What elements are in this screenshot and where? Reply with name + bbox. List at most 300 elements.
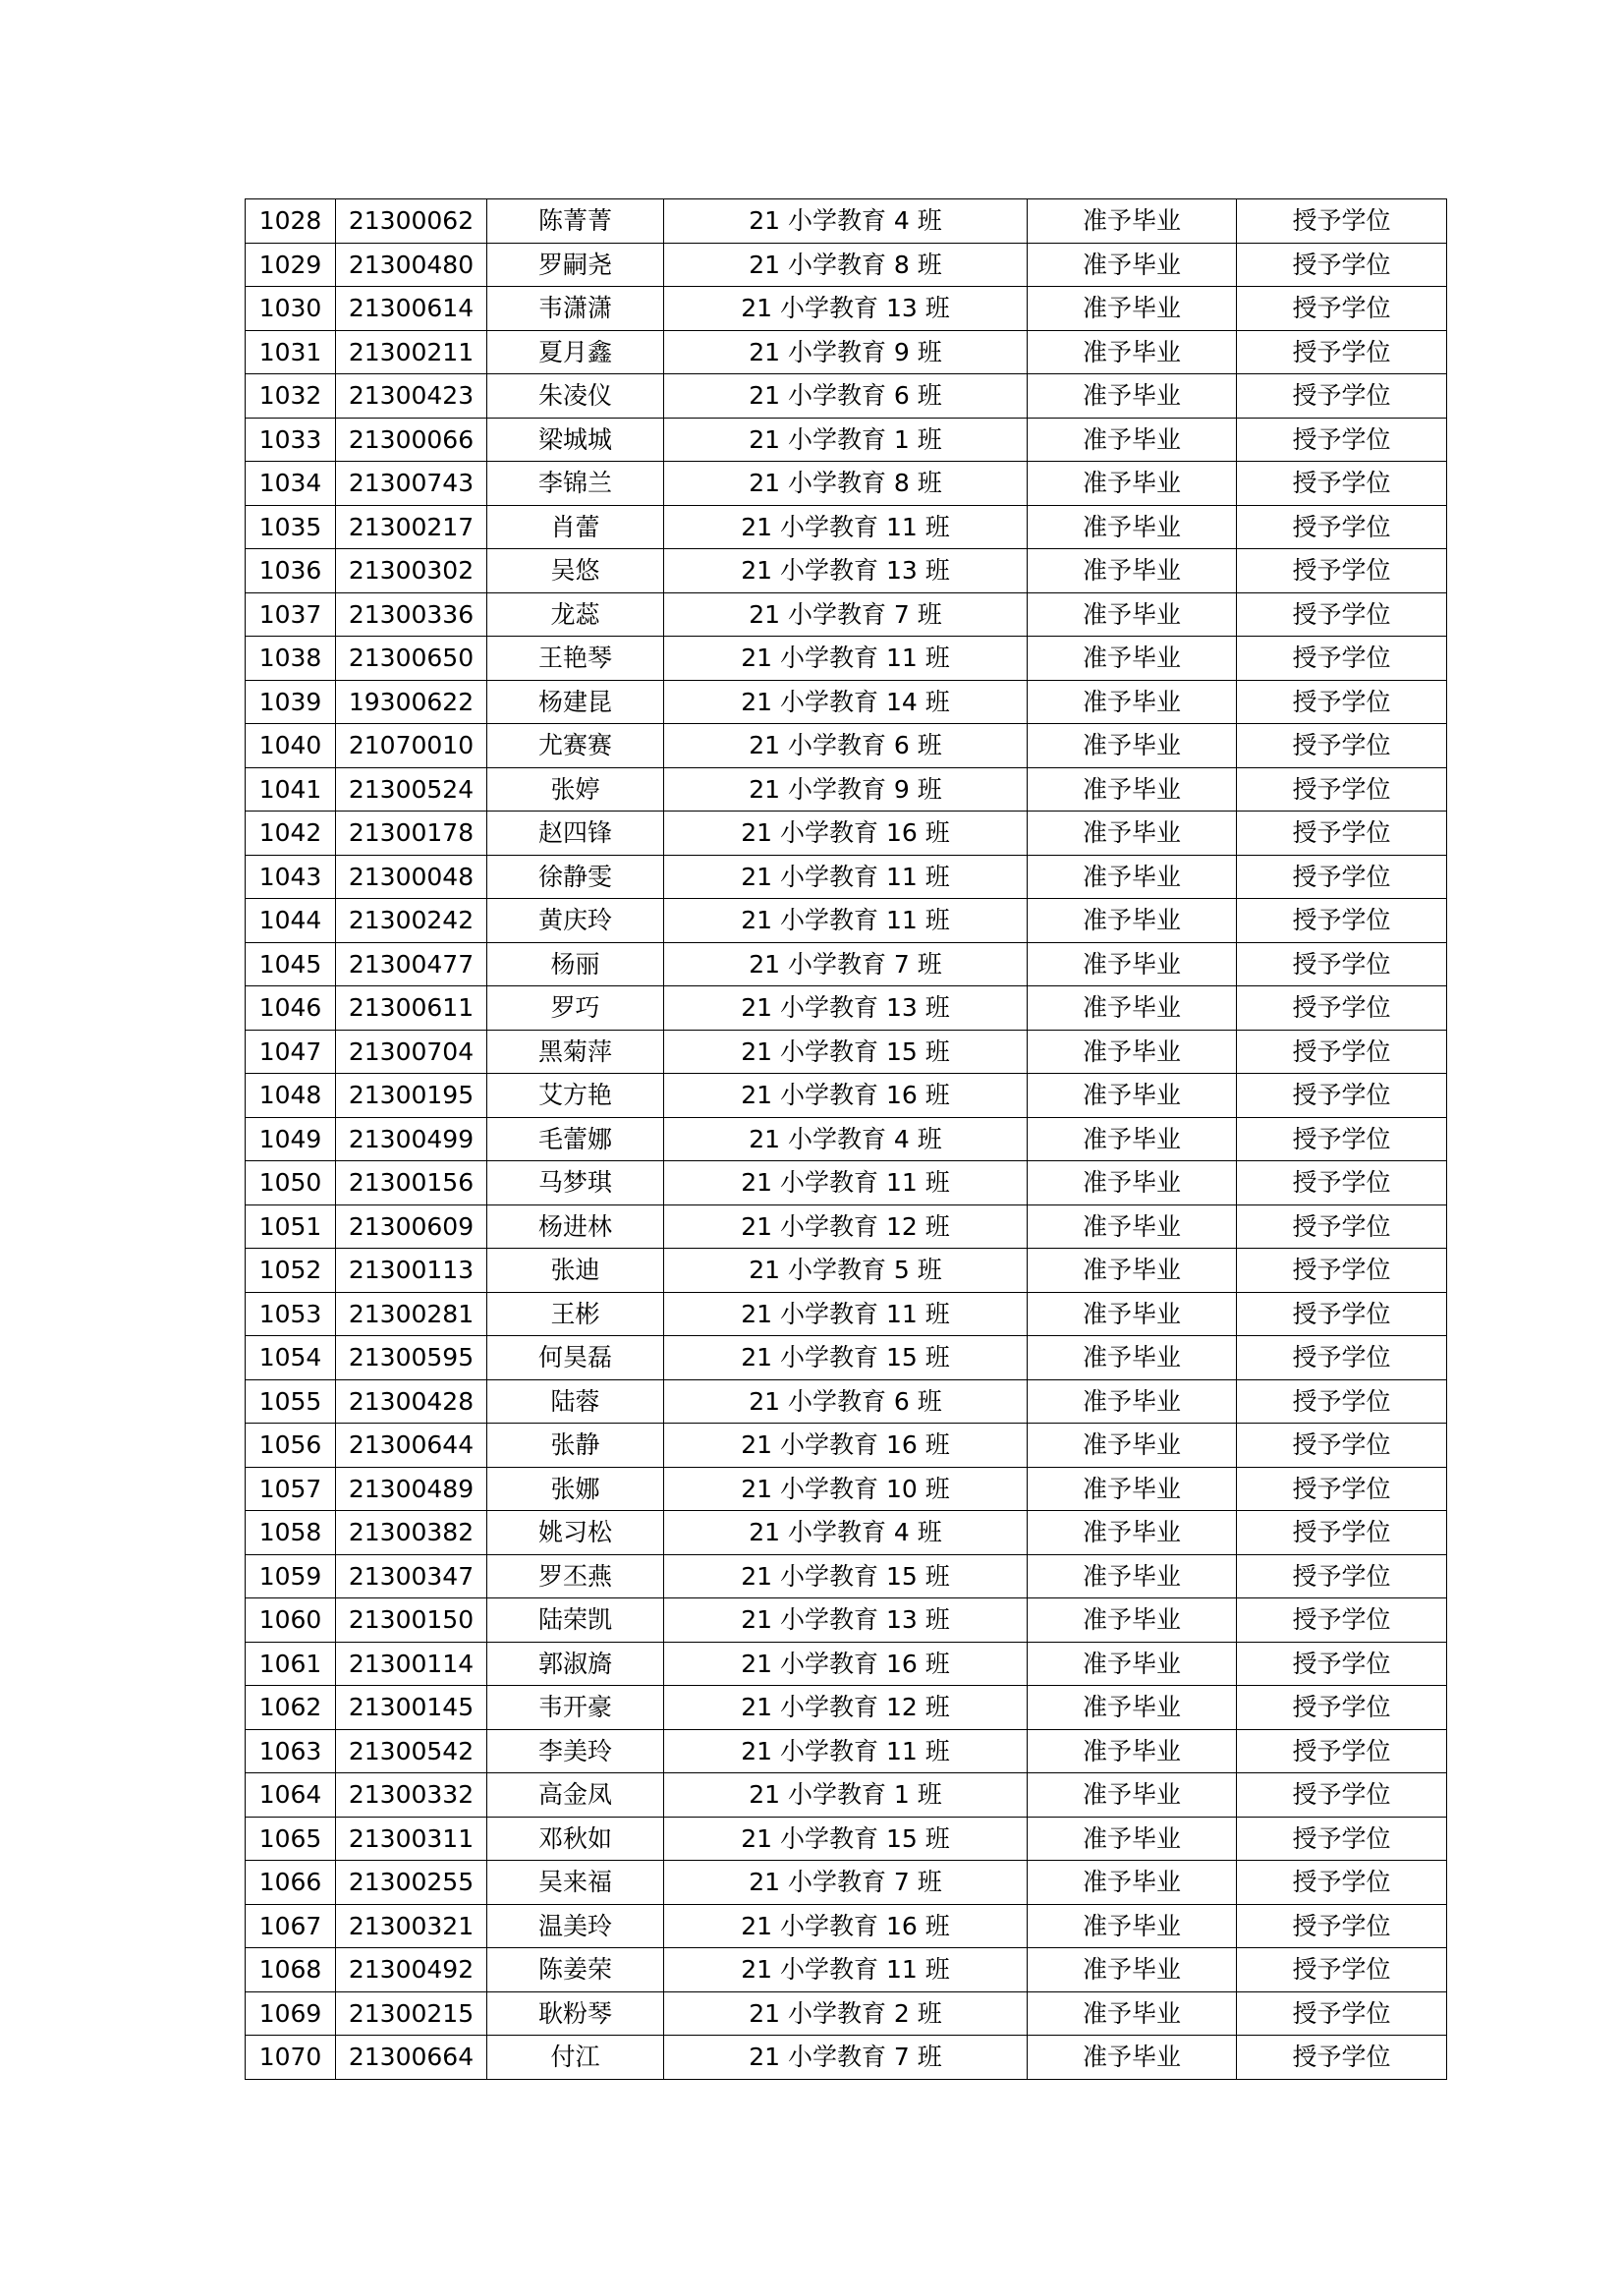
degree-status-cell: 授予学位 xyxy=(1237,462,1447,506)
table-row xyxy=(246,986,1447,1031)
serial-number-cell: 1050 xyxy=(246,1161,336,1205)
table-row xyxy=(246,1686,1447,1730)
table-row xyxy=(246,1948,1447,1992)
class-name-cell: 21 小学教育 7 班 xyxy=(664,2036,1028,2080)
degree-status-cell: 授予学位 xyxy=(1237,812,1447,856)
graduation-status-cell: 准予毕业 xyxy=(1028,1598,1237,1643)
table-row xyxy=(246,1336,1447,1380)
student-name-cell: 王艳琴 xyxy=(487,637,664,681)
degree-status-cell: 授予学位 xyxy=(1237,243,1447,287)
student-name-cell: 罗嗣尧 xyxy=(487,243,664,287)
graduation-status-cell: 准予毕业 xyxy=(1028,1204,1237,1249)
serial-number-cell: 1057 xyxy=(246,1467,336,1511)
table-row xyxy=(246,942,1447,986)
graduation-status-cell: 准予毕业 xyxy=(1028,986,1237,1031)
serial-number-cell: 1061 xyxy=(246,1642,336,1686)
student-id-cell: 21300211 xyxy=(336,330,487,374)
table-row xyxy=(246,418,1447,462)
class-name-cell: 21 小学教育 4 班 xyxy=(664,199,1028,244)
degree-status-cell: 授予学位 xyxy=(1237,1467,1447,1511)
graduation-status-cell: 准予毕业 xyxy=(1028,899,1237,943)
table-row xyxy=(246,1467,1447,1511)
student-name-cell: 陆荣凯 xyxy=(487,1598,664,1643)
student-name-cell: 张静 xyxy=(487,1424,664,1468)
student-id-cell: 21300595 xyxy=(336,1336,487,1380)
class-name-cell: 21 小学教育 16 班 xyxy=(664,812,1028,856)
table-row xyxy=(246,1117,1447,1161)
degree-status-cell: 授予学位 xyxy=(1237,199,1447,244)
degree-status-cell: 授予学位 xyxy=(1237,1292,1447,1336)
serial-number-cell: 1042 xyxy=(246,812,336,856)
degree-status-cell: 授予学位 xyxy=(1237,724,1447,768)
degree-status-cell: 授予学位 xyxy=(1237,1117,1447,1161)
table-row xyxy=(246,1991,1447,2036)
class-name-cell: 21 小学教育 13 班 xyxy=(664,1598,1028,1643)
student-id-cell: 21300217 xyxy=(336,505,487,549)
class-name-cell: 21 小学教育 11 班 xyxy=(664,1729,1028,1773)
serial-number-cell: 1035 xyxy=(246,505,336,549)
class-name-cell: 21 小学教育 11 班 xyxy=(664,899,1028,943)
student-name-cell: 付江 xyxy=(487,2036,664,2080)
student-id-cell: 21300156 xyxy=(336,1161,487,1205)
degree-status-cell: 授予学位 xyxy=(1237,942,1447,986)
degree-status-cell: 授予学位 xyxy=(1237,1511,1447,1555)
table-row xyxy=(246,724,1447,768)
class-name-cell: 21 小学教育 10 班 xyxy=(664,1467,1028,1511)
serial-number-cell: 1069 xyxy=(246,1991,336,2036)
degree-status-cell: 授予学位 xyxy=(1237,1729,1447,1773)
serial-number-cell: 1064 xyxy=(246,1773,336,1818)
table-row xyxy=(246,855,1447,899)
serial-number-cell: 1038 xyxy=(246,637,336,681)
serial-number-cell: 1037 xyxy=(246,592,336,637)
degree-status-cell: 授予学位 xyxy=(1237,592,1447,637)
student-name-cell: 耿粉琴 xyxy=(487,1991,664,2036)
graduation-status-cell: 准予毕业 xyxy=(1028,942,1237,986)
graduation-status-cell: 准予毕业 xyxy=(1028,1904,1237,1948)
serial-number-cell: 1068 xyxy=(246,1948,336,1992)
degree-status-cell: 授予学位 xyxy=(1237,899,1447,943)
graduation-status-cell: 准予毕业 xyxy=(1028,2036,1237,2080)
student-name-cell: 韦潇潇 xyxy=(487,287,664,331)
student-name-cell: 吴来福 xyxy=(487,1861,664,1905)
class-name-cell: 21 小学教育 11 班 xyxy=(664,505,1028,549)
student-id-cell: 21300423 xyxy=(336,374,487,419)
class-name-cell: 21 小学教育 4 班 xyxy=(664,1511,1028,1555)
table-row xyxy=(246,1074,1447,1118)
degree-status-cell: 授予学位 xyxy=(1237,637,1447,681)
degree-status-cell: 授予学位 xyxy=(1237,986,1447,1031)
table-row xyxy=(246,287,1447,331)
student-id-cell: 21300311 xyxy=(336,1817,487,1861)
graduation-status-cell: 准予毕业 xyxy=(1028,812,1237,856)
graduation-status-cell: 准予毕业 xyxy=(1028,637,1237,681)
degree-status-cell: 授予学位 xyxy=(1237,1424,1447,1468)
table-row xyxy=(246,1204,1447,1249)
table-row xyxy=(246,1598,1447,1643)
student-name-cell: 梁城城 xyxy=(487,418,664,462)
serial-number-cell: 1036 xyxy=(246,549,336,593)
graduation-status-cell: 准予毕业 xyxy=(1028,1030,1237,1074)
serial-number-cell: 1031 xyxy=(246,330,336,374)
class-name-cell: 21 小学教育 8 班 xyxy=(664,243,1028,287)
student-id-cell: 21300215 xyxy=(336,1991,487,2036)
student-name-cell: 邓秋如 xyxy=(487,1817,664,1861)
table-row xyxy=(246,1249,1447,1293)
table-row xyxy=(246,374,1447,419)
student-id-cell: 21300114 xyxy=(336,1642,487,1686)
graduation-status-cell: 准予毕业 xyxy=(1028,418,1237,462)
student-id-cell: 21300704 xyxy=(336,1030,487,1074)
degree-status-cell: 授予学位 xyxy=(1237,767,1447,812)
degree-status-cell: 授予学位 xyxy=(1237,1773,1447,1818)
serial-number-cell: 1055 xyxy=(246,1379,336,1424)
degree-status-cell: 授予学位 xyxy=(1237,1030,1447,1074)
graduation-status-cell: 准予毕业 xyxy=(1028,1249,1237,1293)
table-row xyxy=(246,462,1447,506)
student-name-cell: 朱凌仪 xyxy=(487,374,664,419)
graduation-status-cell: 准予毕业 xyxy=(1028,549,1237,593)
student-id-cell: 21300113 xyxy=(336,1249,487,1293)
serial-number-cell: 1028 xyxy=(246,199,336,244)
table-row xyxy=(246,592,1447,637)
class-name-cell: 21 小学教育 7 班 xyxy=(664,942,1028,986)
class-name-cell: 21 小学教育 6 班 xyxy=(664,374,1028,419)
class-name-cell: 21 小学教育 16 班 xyxy=(664,1904,1028,1948)
graduation-roster-table xyxy=(245,198,1447,2080)
student-id-cell: 21300195 xyxy=(336,1074,487,1118)
table-row xyxy=(246,1511,1447,1555)
class-name-cell: 21 小学教育 12 班 xyxy=(664,1686,1028,1730)
class-name-cell: 21 小学教育 11 班 xyxy=(664,855,1028,899)
serial-number-cell: 1062 xyxy=(246,1686,336,1730)
graduation-status-cell: 准予毕业 xyxy=(1028,1554,1237,1598)
degree-status-cell: 授予学位 xyxy=(1237,1861,1447,1905)
student-name-cell: 陆蓉 xyxy=(487,1379,664,1424)
graduation-status-cell: 准予毕业 xyxy=(1028,1511,1237,1555)
student-id-cell: 21300062 xyxy=(336,199,487,244)
class-name-cell: 21 小学教育 13 班 xyxy=(664,549,1028,593)
class-name-cell: 21 小学教育 7 班 xyxy=(664,592,1028,637)
student-name-cell: 毛蕾娜 xyxy=(487,1117,664,1161)
table-row xyxy=(246,1379,1447,1424)
student-name-cell: 龙蕊 xyxy=(487,592,664,637)
graduation-status-cell: 准予毕业 xyxy=(1028,1074,1237,1118)
table-row xyxy=(246,1773,1447,1818)
degree-status-cell: 授予学位 xyxy=(1237,1161,1447,1205)
class-name-cell: 21 小学教育 2 班 xyxy=(664,1991,1028,2036)
table-row xyxy=(246,899,1447,943)
serial-number-cell: 1067 xyxy=(246,1904,336,1948)
class-name-cell: 21 小学教育 1 班 xyxy=(664,1773,1028,1818)
student-name-cell: 温美玲 xyxy=(487,1904,664,1948)
table-row xyxy=(246,1292,1447,1336)
class-name-cell: 21 小学教育 8 班 xyxy=(664,462,1028,506)
graduation-status-cell: 准予毕业 xyxy=(1028,1948,1237,1992)
serial-number-cell: 1030 xyxy=(246,287,336,331)
student-id-cell: 21300382 xyxy=(336,1511,487,1555)
table-row xyxy=(246,767,1447,812)
degree-status-cell: 授予学位 xyxy=(1237,330,1447,374)
degree-status-cell: 授予学位 xyxy=(1237,680,1447,724)
class-name-cell: 21 小学教育 13 班 xyxy=(664,287,1028,331)
table-row xyxy=(246,680,1447,724)
graduation-status-cell: 准予毕业 xyxy=(1028,199,1237,244)
student-id-cell: 21300281 xyxy=(336,1292,487,1336)
class-name-cell: 21 小学教育 15 班 xyxy=(664,1336,1028,1380)
table-row xyxy=(246,812,1447,856)
class-name-cell: 21 小学教育 6 班 xyxy=(664,1379,1028,1424)
graduation-status-cell: 准予毕业 xyxy=(1028,1292,1237,1336)
graduation-status-cell: 准予毕业 xyxy=(1028,1424,1237,1468)
degree-status-cell: 授予学位 xyxy=(1237,505,1447,549)
student-id-cell: 21300609 xyxy=(336,1204,487,1249)
graduation-status-cell: 准予毕业 xyxy=(1028,1379,1237,1424)
student-name-cell: 张娜 xyxy=(487,1467,664,1511)
class-name-cell: 21 小学教育 12 班 xyxy=(664,1204,1028,1249)
student-name-cell: 陈姜荣 xyxy=(487,1948,664,1992)
student-name-cell: 张婷 xyxy=(487,767,664,812)
graduation-status-cell: 准予毕业 xyxy=(1028,1117,1237,1161)
graduation-status-cell: 准予毕业 xyxy=(1028,592,1237,637)
student-id-cell: 21300066 xyxy=(336,418,487,462)
serial-number-cell: 1034 xyxy=(246,462,336,506)
class-name-cell: 21 小学教育 4 班 xyxy=(664,1117,1028,1161)
student-name-cell: 罗巧 xyxy=(487,986,664,1031)
student-name-cell: 罗丕燕 xyxy=(487,1554,664,1598)
table-row xyxy=(246,505,1447,549)
serial-number-cell: 1065 xyxy=(246,1817,336,1861)
serial-number-cell: 1058 xyxy=(246,1511,336,1555)
student-name-cell: 杨建昆 xyxy=(487,680,664,724)
student-id-cell: 21300178 xyxy=(336,812,487,856)
graduation-status-cell: 准予毕业 xyxy=(1028,505,1237,549)
class-name-cell: 21 小学教育 15 班 xyxy=(664,1030,1028,1074)
student-name-cell: 李锦兰 xyxy=(487,462,664,506)
serial-number-cell: 1048 xyxy=(246,1074,336,1118)
student-id-cell: 21300048 xyxy=(336,855,487,899)
serial-number-cell: 1070 xyxy=(246,2036,336,2080)
serial-number-cell: 1045 xyxy=(246,942,336,986)
graduation-status-cell: 准予毕业 xyxy=(1028,287,1237,331)
graduation-status-cell: 准予毕业 xyxy=(1028,680,1237,724)
student-name-cell: 艾方艳 xyxy=(487,1074,664,1118)
student-id-cell: 21070010 xyxy=(336,724,487,768)
graduation-status-cell: 准予毕业 xyxy=(1028,1991,1237,2036)
serial-number-cell: 1052 xyxy=(246,1249,336,1293)
student-id-cell: 21300150 xyxy=(336,1598,487,1643)
graduation-status-cell: 准予毕业 xyxy=(1028,1467,1237,1511)
graduation-status-cell: 准予毕业 xyxy=(1028,1861,1237,1905)
degree-status-cell: 授予学位 xyxy=(1237,855,1447,899)
student-id-cell: 21300480 xyxy=(336,243,487,287)
student-name-cell: 姚习松 xyxy=(487,1511,664,1555)
student-id-cell: 21300499 xyxy=(336,1117,487,1161)
serial-number-cell: 1047 xyxy=(246,1030,336,1074)
student-id-cell: 21300242 xyxy=(336,899,487,943)
graduation-status-cell: 准予毕业 xyxy=(1028,855,1237,899)
student-name-cell: 徐静雯 xyxy=(487,855,664,899)
class-name-cell: 21 小学教育 11 班 xyxy=(664,637,1028,681)
serial-number-cell: 1049 xyxy=(246,1117,336,1161)
student-name-cell: 杨丽 xyxy=(487,942,664,986)
class-name-cell: 21 小学教育 16 班 xyxy=(664,1074,1028,1118)
serial-number-cell: 1033 xyxy=(246,418,336,462)
table-row xyxy=(246,1424,1447,1468)
degree-status-cell: 授予学位 xyxy=(1237,374,1447,419)
graduation-status-cell: 准予毕业 xyxy=(1028,330,1237,374)
graduation-status-cell: 准予毕业 xyxy=(1028,462,1237,506)
student-id-cell: 21300650 xyxy=(336,637,487,681)
table-row xyxy=(246,330,1447,374)
degree-status-cell: 授予学位 xyxy=(1237,1991,1447,2036)
table-row xyxy=(246,1861,1447,1905)
table-row xyxy=(246,1554,1447,1598)
student-name-cell: 郭淑旖 xyxy=(487,1642,664,1686)
student-name-cell: 张迪 xyxy=(487,1249,664,1293)
class-name-cell: 21 小学教育 6 班 xyxy=(664,724,1028,768)
graduation-status-cell: 准予毕业 xyxy=(1028,724,1237,768)
student-id-cell: 21300145 xyxy=(336,1686,487,1730)
degree-status-cell: 授予学位 xyxy=(1237,1249,1447,1293)
degree-status-cell: 授予学位 xyxy=(1237,549,1447,593)
serial-number-cell: 1056 xyxy=(246,1424,336,1468)
serial-number-cell: 1044 xyxy=(246,899,336,943)
serial-number-cell: 1066 xyxy=(246,1861,336,1905)
table-row xyxy=(246,549,1447,593)
student-id-cell: 21300336 xyxy=(336,592,487,637)
serial-number-cell: 1060 xyxy=(246,1598,336,1643)
class-name-cell: 21 小学教育 9 班 xyxy=(664,330,1028,374)
serial-number-cell: 1039 xyxy=(246,680,336,724)
student-id-cell: 21300255 xyxy=(336,1861,487,1905)
student-name-cell: 肖蕾 xyxy=(487,505,664,549)
degree-status-cell: 授予学位 xyxy=(1237,1598,1447,1643)
student-name-cell: 赵四锋 xyxy=(487,812,664,856)
table-row xyxy=(246,1642,1447,1686)
serial-number-cell: 1032 xyxy=(246,374,336,419)
table-row xyxy=(246,1161,1447,1205)
serial-number-cell: 1053 xyxy=(246,1292,336,1336)
graduation-status-cell: 准予毕业 xyxy=(1028,1817,1237,1861)
class-name-cell: 21 小学教育 15 班 xyxy=(664,1817,1028,1861)
student-name-cell: 王彬 xyxy=(487,1292,664,1336)
class-name-cell: 21 小学教育 1 班 xyxy=(664,418,1028,462)
degree-status-cell: 授予学位 xyxy=(1237,2036,1447,2080)
degree-status-cell: 授予学位 xyxy=(1237,1817,1447,1861)
student-id-cell: 21300743 xyxy=(336,462,487,506)
student-name-cell: 吴悠 xyxy=(487,549,664,593)
graduation-status-cell: 准予毕业 xyxy=(1028,1336,1237,1380)
student-id-cell: 21300347 xyxy=(336,1554,487,1598)
student-name-cell: 何昊磊 xyxy=(487,1336,664,1380)
class-name-cell: 21 小学教育 9 班 xyxy=(664,767,1028,812)
serial-number-cell: 1059 xyxy=(246,1554,336,1598)
student-id-cell: 21300644 xyxy=(336,1424,487,1468)
graduation-status-cell: 准予毕业 xyxy=(1028,374,1237,419)
serial-number-cell: 1046 xyxy=(246,986,336,1031)
class-name-cell: 21 小学教育 13 班 xyxy=(664,986,1028,1031)
table-row xyxy=(246,1904,1447,1948)
student-name-cell: 杨进林 xyxy=(487,1204,664,1249)
student-name-cell: 黄庆玲 xyxy=(487,899,664,943)
degree-status-cell: 授予学位 xyxy=(1237,1554,1447,1598)
degree-status-cell: 授予学位 xyxy=(1237,1074,1447,1118)
class-name-cell: 21 小学教育 7 班 xyxy=(664,1861,1028,1905)
student-id-cell: 21300302 xyxy=(336,549,487,593)
class-name-cell: 21 小学教育 16 班 xyxy=(664,1424,1028,1468)
class-name-cell: 21 小学教育 16 班 xyxy=(664,1642,1028,1686)
student-name-cell: 陈菁菁 xyxy=(487,199,664,244)
graduation-status-cell: 准予毕业 xyxy=(1028,1161,1237,1205)
graduation-status-cell: 准予毕业 xyxy=(1028,1686,1237,1730)
serial-number-cell: 1041 xyxy=(246,767,336,812)
student-id-cell: 21300614 xyxy=(336,287,487,331)
class-name-cell: 21 小学教育 11 班 xyxy=(664,1948,1028,1992)
student-id-cell: 21300477 xyxy=(336,942,487,986)
table-row xyxy=(246,1729,1447,1773)
table-row xyxy=(246,243,1447,287)
serial-number-cell: 1029 xyxy=(246,243,336,287)
degree-status-cell: 授予学位 xyxy=(1237,1204,1447,1249)
class-name-cell: 21 小学教育 11 班 xyxy=(664,1161,1028,1205)
student-id-cell: 21300524 xyxy=(336,767,487,812)
student-id-cell: 21300664 xyxy=(336,2036,487,2080)
class-name-cell: 21 小学教育 5 班 xyxy=(664,1249,1028,1293)
graduation-status-cell: 准予毕业 xyxy=(1028,1773,1237,1818)
table-row xyxy=(246,1030,1447,1074)
table-row xyxy=(246,1817,1447,1861)
student-name-cell: 尤赛赛 xyxy=(487,724,664,768)
degree-status-cell: 授予学位 xyxy=(1237,1642,1447,1686)
degree-status-cell: 授予学位 xyxy=(1237,1686,1447,1730)
serial-number-cell: 1054 xyxy=(246,1336,336,1380)
student-name-cell: 李美玲 xyxy=(487,1729,664,1773)
student-name-cell: 夏月鑫 xyxy=(487,330,664,374)
table-row xyxy=(246,199,1447,244)
serial-number-cell: 1040 xyxy=(246,724,336,768)
degree-status-cell: 授予学位 xyxy=(1237,1904,1447,1948)
student-id-cell: 21300611 xyxy=(336,986,487,1031)
serial-number-cell: 1051 xyxy=(246,1204,336,1249)
student-id-cell: 21300489 xyxy=(336,1467,487,1511)
student-name-cell: 高金凤 xyxy=(487,1773,664,1818)
student-id-cell: 21300492 xyxy=(336,1948,487,1992)
roster-table-body xyxy=(246,199,1447,2080)
student-id-cell: 21300332 xyxy=(336,1773,487,1818)
serial-number-cell: 1043 xyxy=(246,855,336,899)
class-name-cell: 21 小学教育 14 班 xyxy=(664,680,1028,724)
student-id-cell: 21300428 xyxy=(336,1379,487,1424)
class-name-cell: 21 小学教育 15 班 xyxy=(664,1554,1028,1598)
table-row xyxy=(246,637,1447,681)
student-id-cell: 21300321 xyxy=(336,1904,487,1948)
degree-status-cell: 授予学位 xyxy=(1237,418,1447,462)
class-name-cell: 21 小学教育 11 班 xyxy=(664,1292,1028,1336)
graduation-status-cell: 准予毕业 xyxy=(1028,1729,1237,1773)
table-row xyxy=(246,2036,1447,2080)
student-name-cell: 黑菊萍 xyxy=(487,1030,664,1074)
student-name-cell: 马梦琪 xyxy=(487,1161,664,1205)
degree-status-cell: 授予学位 xyxy=(1237,1336,1447,1380)
degree-status-cell: 授予学位 xyxy=(1237,287,1447,331)
graduation-status-cell: 准予毕业 xyxy=(1028,1642,1237,1686)
student-name-cell: 韦开豪 xyxy=(487,1686,664,1730)
degree-status-cell: 授予学位 xyxy=(1237,1379,1447,1424)
serial-number-cell: 1063 xyxy=(246,1729,336,1773)
student-id-cell: 21300542 xyxy=(336,1729,487,1773)
graduation-status-cell: 准予毕业 xyxy=(1028,243,1237,287)
